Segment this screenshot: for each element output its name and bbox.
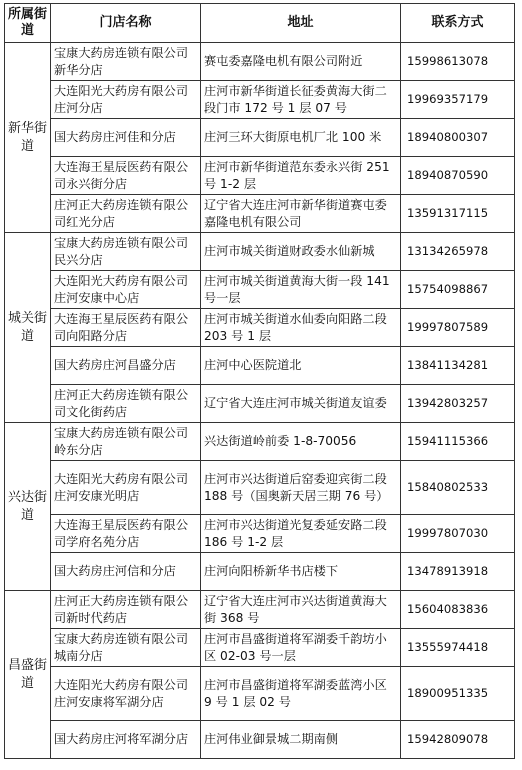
table-row <box>5 157 515 195</box>
store-phone: 13841134281 <box>401 347 515 385</box>
store-phone: 13591317115 <box>401 195 515 233</box>
store-name: 大连海王星辰医药有限公司学府名苑分店 <box>51 515 201 553</box>
store-address: 庄河市城关街道黄海大街一段 141 号一层 <box>201 271 401 309</box>
header-phone: 联系方式 <box>401 4 515 43</box>
store-name: 大连阳光大药房有限公司庄河分店 <box>51 81 201 119</box>
store-name: 国大药房庄河信和分店 <box>51 553 201 591</box>
table-row <box>5 385 515 423</box>
store-address: 辽宁省大连庄河市城关街道友谊委 <box>201 385 401 423</box>
table-row <box>5 515 515 553</box>
table-row <box>5 195 515 233</box>
store-address: 庄河市新华街道长征委黄海大街二段门市 172 号 1 层 07 号 <box>201 81 401 119</box>
store-address: 庄河市兴达街道后窑委迎宾街二段 188 号（国奥新天居三期 76 号） <box>201 461 401 515</box>
table-header-row <box>5 4 515 43</box>
store-address: 兴达街道岭前委 1-8-70056 <box>201 423 401 461</box>
store-name: 大连阳光大药房有限公司庄河安康将军湖分店 <box>51 667 201 721</box>
store-phone: 13555974418 <box>401 629 515 667</box>
table-row <box>5 309 515 347</box>
store-phone: 19969357179 <box>401 81 515 119</box>
store-name: 大连阳光大药房有限公司庄河安康光明店 <box>51 461 201 515</box>
store-name: 大连海王星辰医药有限公司永兴街分店 <box>51 157 201 195</box>
header-store: 门店名称 <box>51 4 201 43</box>
store-name: 宝康大药房连锁有限公司城南分店 <box>51 629 201 667</box>
table-row <box>5 233 515 271</box>
store-name: 宝康大药房连锁有限公司岭东分店 <box>51 423 201 461</box>
store-phone: 13942803257 <box>401 385 515 423</box>
store-name: 宝康大药房连锁有限公司民兴分店 <box>51 233 201 271</box>
store-name: 国大药房庄河佳和分店 <box>51 119 201 157</box>
store-phone: 15998613078 <box>401 43 515 81</box>
store-address: 庄河伟业御景城二期南侧 <box>201 721 401 759</box>
store-address: 庄河市兴达街道光复委延安路二段 186 号 1-2 层 <box>201 515 401 553</box>
store-name: 大连海王星辰医药有限公司向阳路分店 <box>51 309 201 347</box>
header-address: 地址 <box>201 4 401 43</box>
store-name: 宝康大药房连锁有限公司新华分店 <box>51 43 201 81</box>
store-phone: 18940800307 <box>401 119 515 157</box>
store-address: 辽宁省大连庄河市新华街道赛屯委嘉隆电机有限公司 <box>201 195 401 233</box>
table-row <box>5 629 515 667</box>
store-phone: 15604083836 <box>401 591 515 629</box>
store-name: 庄河正大药房连锁有限公司红光分店 <box>51 195 201 233</box>
table-row <box>5 81 515 119</box>
district-cell: 城关街道 <box>5 233 51 423</box>
table-row <box>5 423 515 461</box>
store-phone: 18900951335 <box>401 667 515 721</box>
store-name: 国大药房庄河昌盛分店 <box>51 347 201 385</box>
store-phone: 15754098867 <box>401 271 515 309</box>
store-address: 庄河向阳桥新华书店楼下 <box>201 553 401 591</box>
store-phone: 15840802533 <box>401 461 515 515</box>
table-row <box>5 347 515 385</box>
store-address: 庄河市城关街道财政委水仙新城 <box>201 233 401 271</box>
store-address: 庄河市昌盛街道将军湖委蓝湾小区 9 号 1 层 02 号 <box>201 667 401 721</box>
store-address: 庄河市新华街道范东委永兴街 251 号 1-2 层 <box>201 157 401 195</box>
district-cell: 昌盛街道 <box>5 591 51 759</box>
store-address: 赛屯委嘉隆电机有限公司附近 <box>201 43 401 81</box>
store-address: 庄河三环大街原电机厂北 100 米 <box>201 119 401 157</box>
pharmacy-table <box>4 3 515 759</box>
table-row <box>5 553 515 591</box>
store-name: 庄河正大药房连锁有限公司新时代药店 <box>51 591 201 629</box>
table-row <box>5 461 515 515</box>
store-name: 国大药房庄河将军湖分店 <box>51 721 201 759</box>
store-address: 庄河市城关街道水仙委向阳路二段 203 号 1 层 <box>201 309 401 347</box>
table-row <box>5 591 515 629</box>
district-cell: 兴达街道 <box>5 423 51 591</box>
table-row <box>5 667 515 721</box>
store-name: 庄河正大药房连锁有限公司文化街药店 <box>51 385 201 423</box>
store-phone: 19997807030 <box>401 515 515 553</box>
store-address: 辽宁省大连庄河市兴达街道黄海大街 368 号 <box>201 591 401 629</box>
store-phone: 18940870590 <box>401 157 515 195</box>
store-address: 庄河中心医院道北 <box>201 347 401 385</box>
store-phone: 13478913918 <box>401 553 515 591</box>
table-row <box>5 271 515 309</box>
store-address: 庄河市昌盛街道将军湖委千韵坊小区 02-03 号一层 <box>201 629 401 667</box>
table-row <box>5 43 515 81</box>
header-district: 所属街道 <box>5 4 51 43</box>
store-phone: 13134265978 <box>401 233 515 271</box>
store-name: 大连阳光大药房有限公司庄河安康中心店 <box>51 271 201 309</box>
store-phone: 19997807589 <box>401 309 515 347</box>
district-cell: 新华街道 <box>5 43 51 233</box>
store-phone: 15941115366 <box>401 423 515 461</box>
table-row <box>5 119 515 157</box>
store-phone: 15942809078 <box>401 721 515 759</box>
table-row <box>5 721 515 759</box>
